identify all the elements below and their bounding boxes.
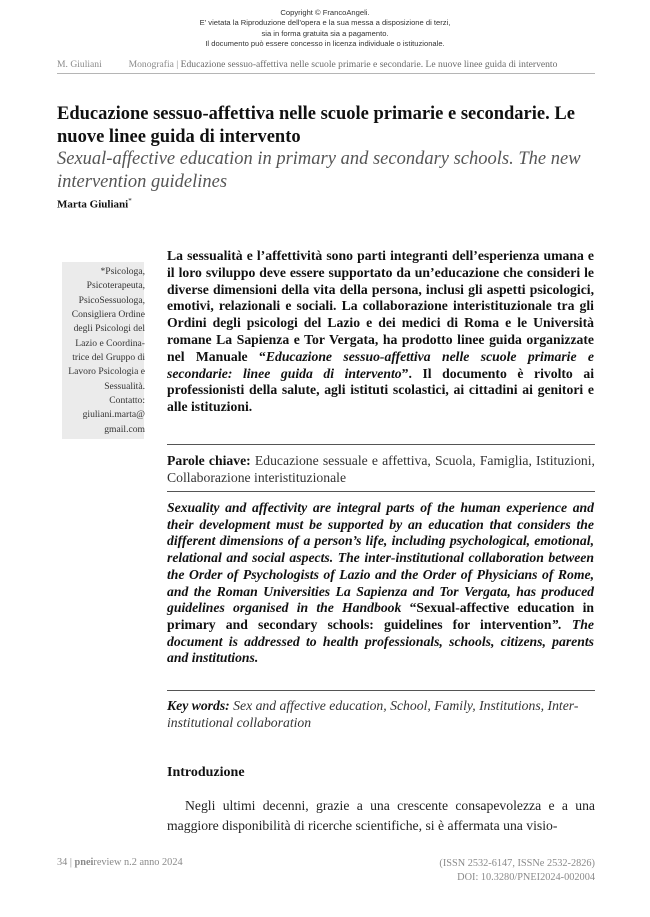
author-note-line: Lazio e Coordina-: [75, 337, 145, 349]
copyright-line: Copyright © FrancoAngeli.: [280, 8, 370, 17]
abstract-italian-manual-title: Educazione sessuo-affettiva nelle scuole primarie e secondarie: linee guida di intervento: [167, 348, 595, 381]
author-note: [62, 265, 145, 437]
author-name: Marta Giuliani: [57, 198, 129, 211]
author-byline: [57, 197, 132, 211]
keywords-italian-text: Educazione sessuale e affettiva, Scuola, Famiglia, Istituzioni, Collaborazione interistituzionale: [167, 453, 595, 485]
body-paragraph: Negli ultimi decenni, grazie a una crescente consapevolezza e a una maggiore disponibilità di ricerche scientifiche, si è affermata una visio-: [167, 798, 595, 833]
section-rule: [167, 444, 595, 445]
author-note-line: Consigliera Ordine: [71, 309, 145, 321]
author-note-line: trice del Gruppo di: [72, 352, 145, 364]
author-note-line: Psicoterapeuta,: [86, 280, 145, 292]
author-note-line: Sessualità.: [104, 380, 145, 392]
abstract-italian-text-end: ”. Il documento è rivolto ai professionisti della salute, agli istituti scolastici, ai cittadini ai genitori e alle istituzioni.: [167, 365, 594, 415]
author-note-line: *Psicologa,: [100, 266, 145, 277]
keywords-italian-label: Parole chiave:: [167, 453, 251, 468]
abstract-italian-open-quote: “: [259, 348, 266, 364]
running-head: [57, 59, 595, 70]
copyright-notice: [0, 8, 650, 50]
author-note-line: degli Psicologi del: [73, 323, 145, 335]
abstract-italian: [167, 248, 594, 416]
article-title-italian: Educazione sessuo-affettiva nelle scuole primarie e secondarie. Le nuove linee guida di intervento: [57, 104, 575, 147]
issn: (ISSN 2532-6147, ISSNe 2532-2826): [439, 858, 595, 869]
author-note-line: gmail.com: [104, 423, 145, 435]
keywords-italian: [167, 452, 595, 486]
journal-name-bold: pnei: [74, 857, 94, 868]
page-footer-right: [380, 857, 595, 885]
copyright-line: sia in forma gratuita sia a pagamento.: [261, 28, 389, 38]
footer-separator: |: [69, 857, 72, 868]
abstract-english-manual-title: “Sexual-affective education in primary and secondary schools: guidelines for intervention: [167, 600, 594, 632]
journal-issue: review n.2 anno 2024: [93, 857, 183, 868]
keywords-english-label: Key words:: [167, 698, 230, 713]
copyright-line: Il documento può essere concesso in licenza individuale o istituzionale.: [205, 39, 445, 49]
author-note-line: Lavoro Psicologia e: [68, 366, 145, 378]
article-title-english: Sexual-affective education in primary and secondary schools. The new intervention guidelines: [57, 149, 581, 192]
section-heading-introduction: Introduzione: [167, 765, 245, 780]
abstract-english: [167, 500, 594, 667]
author-note-line: PsicoSessuologa,: [78, 294, 145, 306]
running-head-separator: |: [176, 59, 179, 70]
author-footnote-mark: *: [128, 197, 132, 205]
page-number: 34: [57, 857, 68, 868]
section-rule: [167, 690, 595, 691]
keywords-english-text: Sex and affective education, School, Family, Institutions, Inter-institutional collaboration: [167, 698, 579, 730]
page-footer-left: [57, 857, 183, 868]
running-head-author: M. Giuliani: [57, 59, 102, 70]
abstract-italian-text: La sessualità e l’affettività sono parti integranti dell’esperienza umana e il loro sviluppo deve essere supportato da un’educazione che consideri le diverse dimensioni della vita della persona, inclusi gli aspetti psicologici, emotivi, relazionali e sociali. La collaborazione interistituzionale tra gli Ordini degli psicologi del Lazio e dei medici di Roma e le Università romane La Sapienza e Tor Vergata, ha prodotto linee guida organizzate nel Manuale: [167, 248, 594, 364]
abstract-english-text-end: ”. The document is addressed to health professionals, schools, citizens, parents and institutions.: [167, 616, 594, 666]
keywords-english: [167, 697, 595, 731]
author-note-line: giuliani.marta@: [82, 409, 145, 421]
section-rule: [167, 491, 595, 492]
doi: DOI: 10.3280/PNEI2024-002004: [457, 872, 595, 883]
abstract-english-text: Sexuality and affectivity are integral parts of the human experience and their development must be supported by an education that considers the different dimensions of a person’s life, including psychological, emotional, relational and social aspects. The inter-institutional collaboration between the Order of Psychologists of Lazio and the Order of Physicians of Rome, and the Roman Universities La Sapienza and Tor Vergata, has produced guidelines organised in the Handbook: [167, 500, 594, 616]
copyright-line: E' vietata la Riproduzione dell'opera e la sua messa a disposizione di terzi,: [199, 18, 451, 28]
running-head-rule: [57, 73, 595, 74]
running-head-section: Monografia: [128, 59, 174, 70]
running-head-title: Educazione sessuo-affettiva nelle scuole primarie e secondarie. Le nuove linee guida di intervento: [180, 59, 558, 70]
author-note-line: Contatto:: [109, 395, 145, 407]
